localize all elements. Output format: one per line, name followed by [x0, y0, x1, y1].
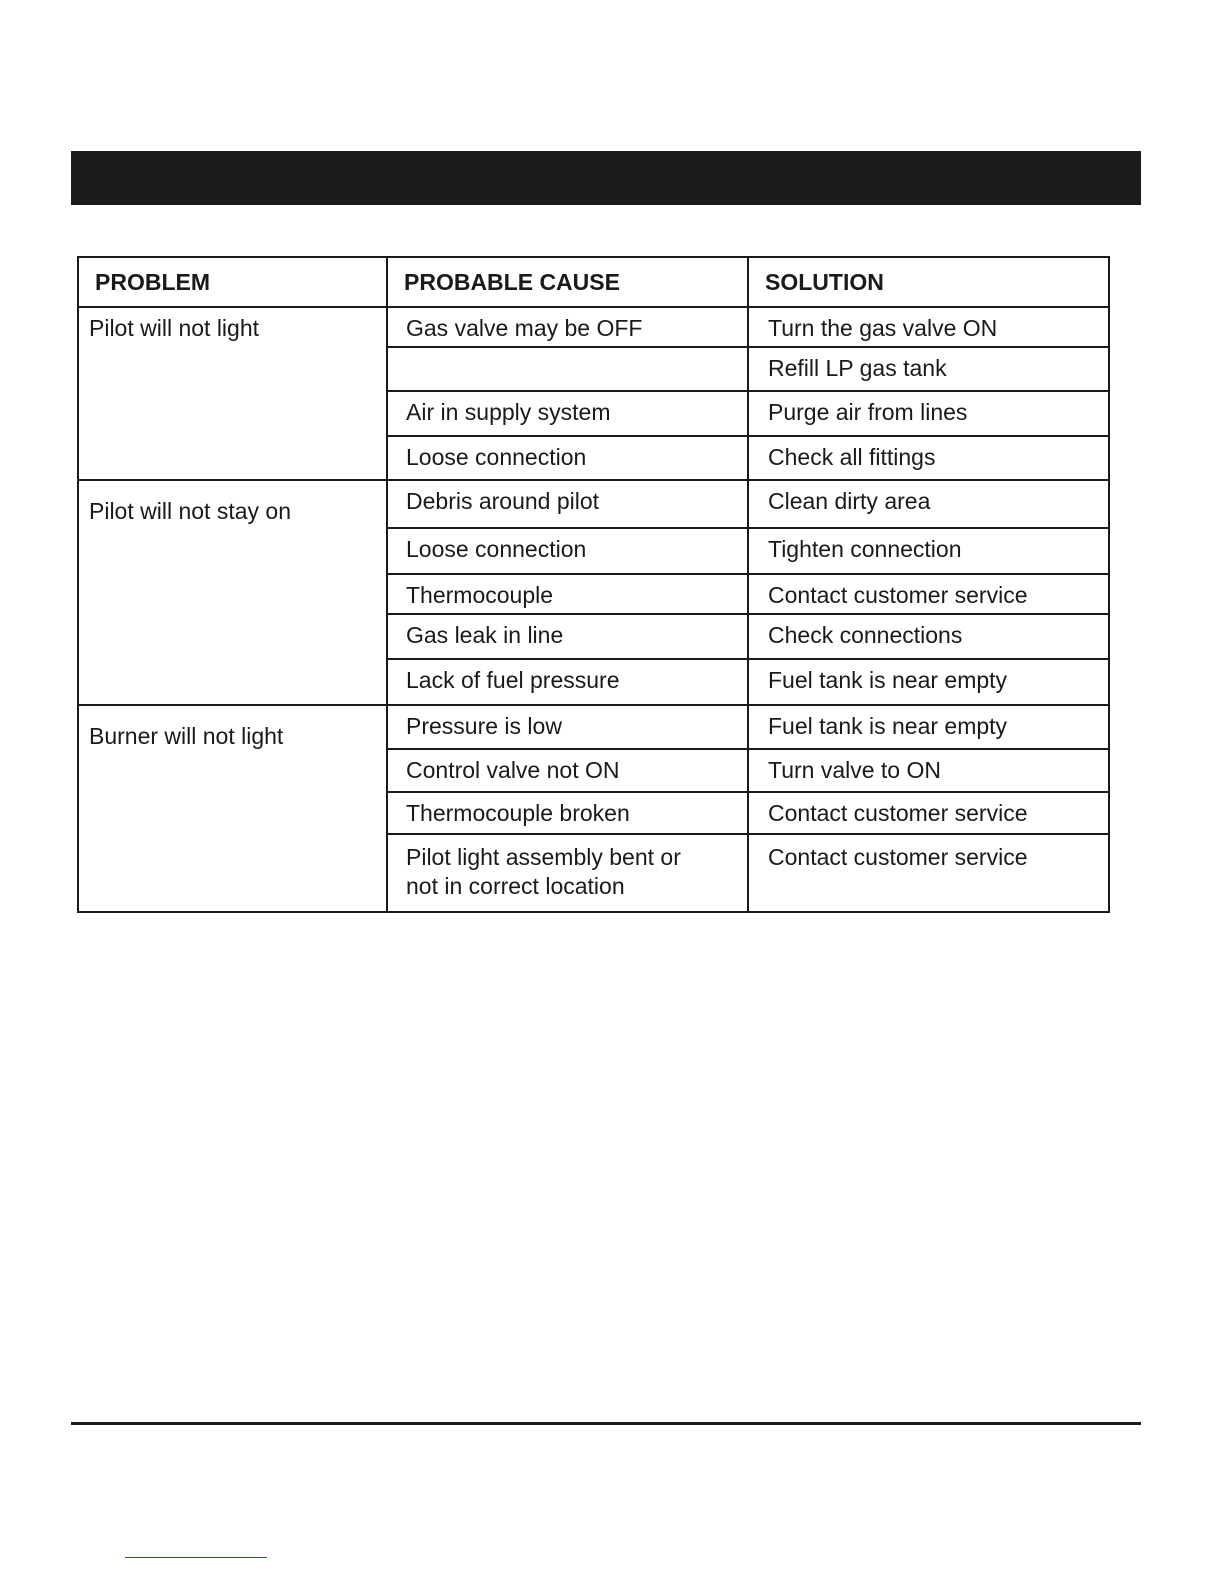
solution-cell: Tighten connection [748, 528, 1109, 574]
solution-cell: Refill LP gas tank [748, 347, 1109, 391]
troubleshooting-table [77, 256, 1110, 913]
cause-cell: Thermocouple broken [387, 792, 748, 834]
column-header-solution: SOLUTION [748, 257, 1109, 307]
section-header-bar [71, 151, 1141, 205]
solution-cell: Fuel tank is near empty [748, 659, 1109, 705]
column-header-problem: PROBLEM [78, 257, 387, 307]
cause-cell: Loose connection [387, 436, 748, 480]
cause-cell: Gas leak in line [387, 614, 748, 659]
table-header-row [78, 257, 1109, 307]
problem-cell: Pilot will not stay on [78, 480, 387, 705]
table-row [78, 480, 1109, 528]
cause-cell: Gas valve may be OFF [387, 307, 748, 347]
cause-cell: Loose connection [387, 528, 748, 574]
problem-cell: Pilot will not light [78, 307, 387, 480]
solution-cell: Turn valve to ON [748, 749, 1109, 792]
cause-cell: Thermocouple [387, 574, 748, 614]
footer-rule [71, 1422, 1141, 1425]
solution-cell: Clean dirty area [748, 480, 1109, 528]
cause-cell: Control valve not ON [387, 749, 748, 792]
column-header-probable-cause: PROBABLE CAUSE [387, 257, 748, 307]
solution-cell: Contact customer service [748, 792, 1109, 834]
problem-cell: Burner will not light [78, 705, 387, 912]
solution-cell: Turn the gas valve ON [748, 307, 1109, 347]
cause-cell: Debris around pilot [387, 480, 748, 528]
cause-cell: Pilot light assembly bent or not in correct location [387, 834, 748, 912]
table-row [78, 307, 1109, 347]
cause-cell: Air in supply system [387, 391, 748, 436]
solution-cell: Contact customer service [748, 834, 1109, 912]
cause-cell [387, 347, 748, 391]
cause-cell: Pressure is low [387, 705, 748, 749]
table-row [78, 705, 1109, 749]
solution-cell: Check all fittings [748, 436, 1109, 480]
footer-link-underline[interactable] [125, 1557, 267, 1558]
cause-cell: Lack of fuel pressure [387, 659, 748, 705]
solution-cell: Check connections [748, 614, 1109, 659]
solution-cell: Purge air from lines [748, 391, 1109, 436]
solution-cell: Contact customer service [748, 574, 1109, 614]
solution-cell: Fuel tank is near empty [748, 705, 1109, 749]
